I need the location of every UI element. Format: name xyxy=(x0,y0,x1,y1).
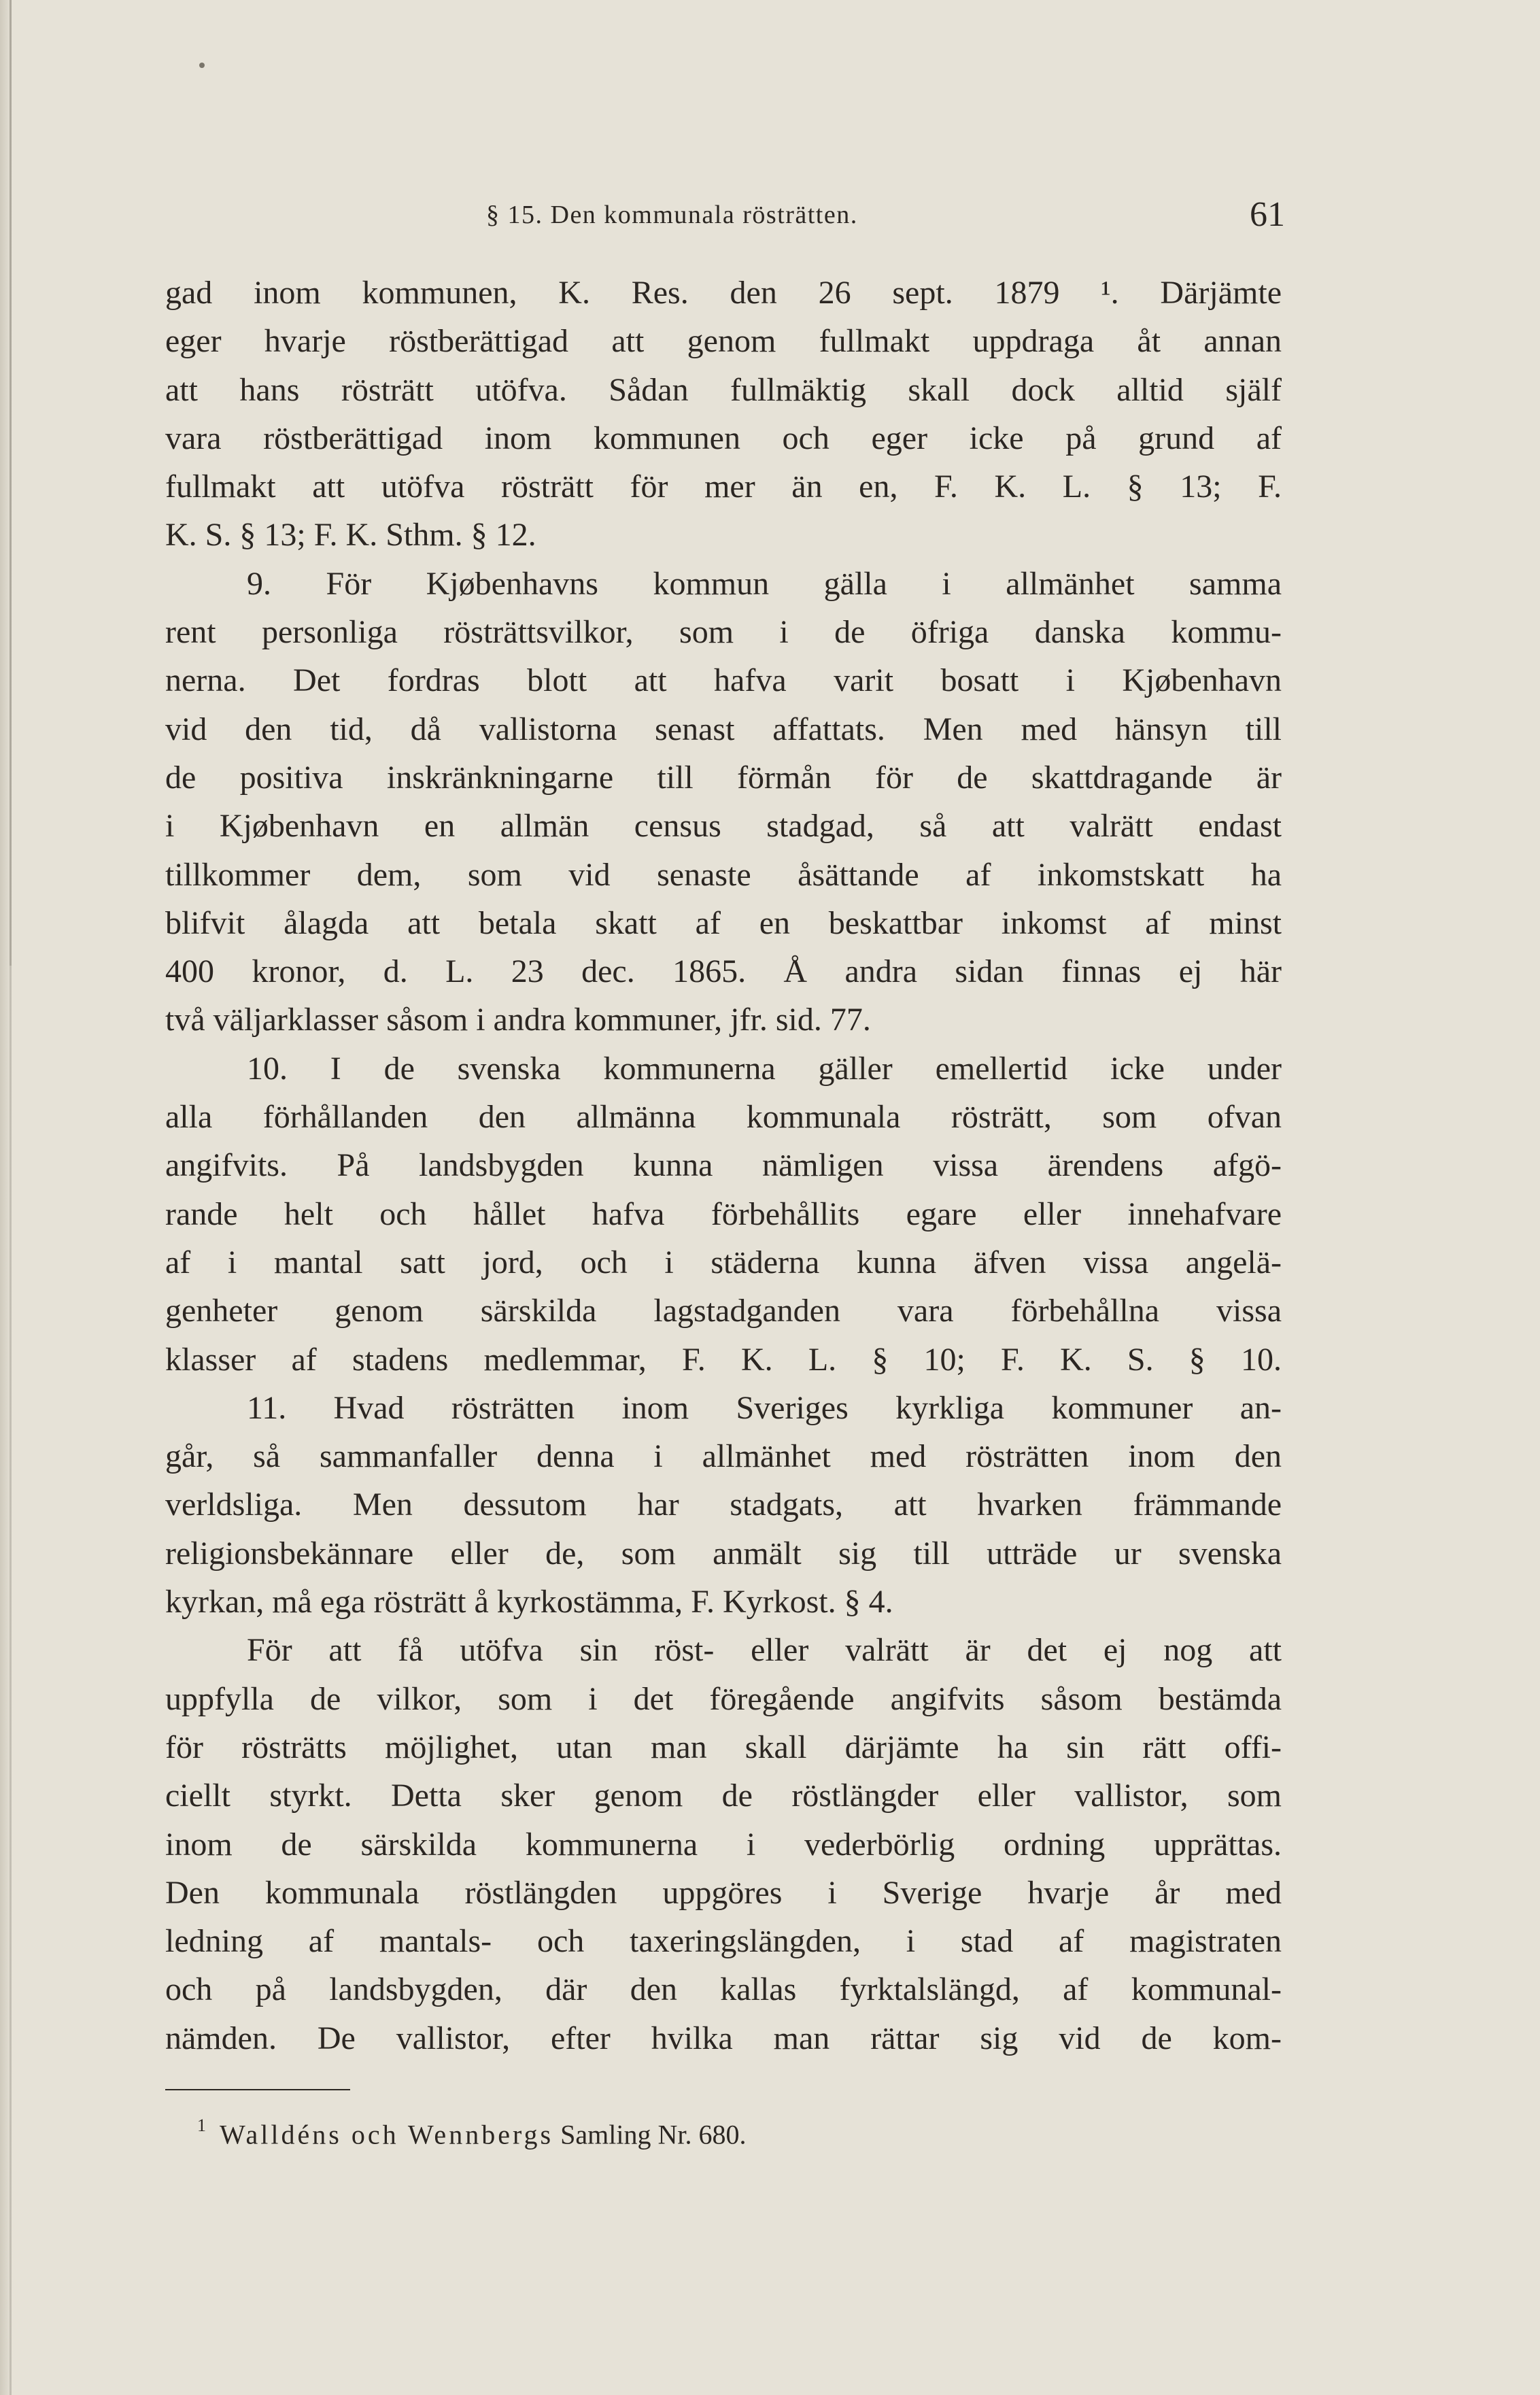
paper-speck xyxy=(199,63,205,68)
text-line: rent personliga rösträttsvilkor, som i de öfriga danska kommu- xyxy=(165,614,1282,651)
text-line: i Kjøbenhavn en allmän census stadgad, så att valrätt endast xyxy=(165,808,1282,845)
paragraph-start-9: 9. För Kjøbenhavns kommun gälla i allmänhet samma xyxy=(247,565,1282,602)
text-line: nämden. De vallistor, efter hvilka man rättar sig vid de kom- xyxy=(165,2020,1282,2056)
text-line: uppfylla de vilkor, som i det föregående angifvits såsom bestämda xyxy=(165,1680,1282,1717)
text-line: af i mantal satt jord, och i städerna kunna äfven vissa angelä- xyxy=(165,1244,1282,1280)
paragraph-start-10: 10. I de svenska kommunerna gäller emellertid icke under xyxy=(247,1050,1282,1087)
text-line: blifvit ålagda att betala skatt af en beskattbar inkomst af minst xyxy=(165,904,1282,941)
text-line: fullmakt att utöfva rösträtt för mer än en, F. K. L. § 13; F. xyxy=(165,469,1282,505)
page-edge-shadow-lower xyxy=(10,966,12,2395)
page-edge-shadow xyxy=(10,0,12,966)
text-line: rande helt och hållet hafva förbehållits egare eller innehafvare xyxy=(165,1195,1282,1232)
text-line: kyrkan, må ega rösträtt å kyrkostämma, F. Kyrkost. § 4. xyxy=(165,1584,893,1620)
text-line: inom de särskilda kommunerna i vederbörlig ordning upprättas. xyxy=(165,1826,1282,1863)
footnote-reference: Samling Nr. 680. xyxy=(560,2119,747,2150)
text-line: två väljarklasser såsom i andra kommuner, jfr. sid. 77. xyxy=(165,1002,871,1038)
text-line: Den kommunala röstlängden uppgöres i Sverige hvarje år med xyxy=(165,1874,1282,1911)
text-line: nerna. Det fordras blott att hafva varit bosatt i Kjøbenhavn xyxy=(165,662,1282,699)
text-line: religionsbekännare eller de, som anmält sig till utträde ur svenska xyxy=(165,1535,1282,1572)
footnote-marker: 1 xyxy=(197,2116,206,2135)
text-line: ciellt styrkt. Detta sker genom de röstlängder eller vallistor, som xyxy=(165,1778,1282,1814)
text-line: för rösträtts möjlighet, utan man skall därjämte ha sin rätt offi- xyxy=(165,1729,1282,1765)
footnote xyxy=(197,2118,746,2150)
text-line: och på landsbygden, där den kallas fyrktalslängd, af kommunal- xyxy=(165,1971,1282,2008)
text-line: tillkommer dem, som vid senaste åsättande af inkomstskatt ha xyxy=(165,856,1282,893)
page-header xyxy=(163,192,1285,239)
paragraph-start-11: 11. Hvad rösträtten inom Sveriges kyrkliga kommuner an- xyxy=(247,1389,1282,1426)
text-line: alla förhållanden den allmänna kommunala rösträtt, som ofvan xyxy=(165,1099,1282,1136)
text-line: 400 kronor, d. L. 23 dec. 1865. Å andra sidan finnas ej här xyxy=(165,953,1282,990)
text-line: vid den tid, då vallistorna senast affattats. Men med hänsyn till xyxy=(165,711,1282,747)
text-line: att hans rösträtt utöfva. Sådan fullmäktig skall dock alltid själf xyxy=(165,371,1282,408)
body-text xyxy=(165,269,1282,2062)
text-line: de positiva inskränkningarne till förmån för de skattdragande är xyxy=(165,759,1282,796)
text-line: ledning af mantals- och taxeringslängden, i stad af magistraten xyxy=(165,1923,1282,1960)
text-line: verldsliga. Men dessutom har stadgats, att hvarken främmande xyxy=(165,1487,1282,1523)
running-head: § 15. Den kommunala rösträtten. xyxy=(486,201,858,229)
text-line: klasser af stadens medlemmar, F. K. L. § 10; F. K. S. § 10. xyxy=(165,1341,1282,1378)
text-line: angifvits. På landsbygden kunna nämligen vissa ärendens afgö- xyxy=(165,1147,1282,1184)
text-line: gad inom kommunen, K. Res. den 26 sept. 1879 ¹. Därjämte xyxy=(165,275,1282,311)
footnote-rule xyxy=(165,2089,350,2090)
text-line: K. S. § 13; F. K. Sthm. § 12. xyxy=(165,517,536,554)
text-line: vara röstberättigad inom kommunen och eger icke på grund af xyxy=(165,420,1282,456)
page-number: 61 xyxy=(1250,195,1285,234)
paragraph-start: För att få utöfva sin röst- eller valrätt är det ej nog att xyxy=(247,1632,1282,1669)
footnote-authors: Walldéns och Wennbergs xyxy=(220,2119,554,2150)
text-line: genheter genom särskilda lagstadganden vara förbehållna vissa xyxy=(165,1293,1282,1329)
text-line: eger hvarje röstberättigad att genom fullmakt uppdraga åt annan xyxy=(165,323,1282,360)
text-line: går, så sammanfaller denna i allmänhet med rösträtten inom den xyxy=(165,1438,1282,1475)
